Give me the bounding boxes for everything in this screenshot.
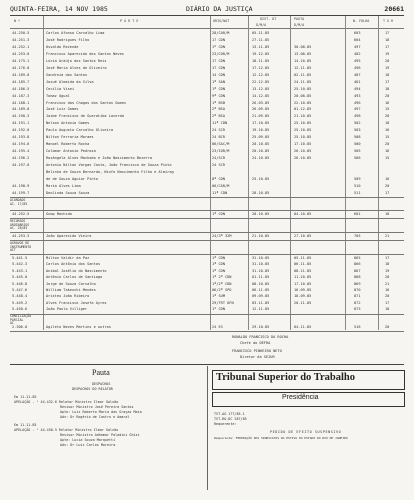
cell-parte: Antonio Nilton Vargas Costa, João Francisco de Souza Pinto xyxy=(46,163,172,168)
cell-orig: 24 ES xyxy=(212,325,223,329)
cell-parte: Agileto Neves Martins e outros xyxy=(46,325,111,329)
cell-num: 44.189-0 xyxy=(12,72,30,77)
cell-orig: 8ª CDN xyxy=(212,176,225,181)
cell-turma: 19 xyxy=(385,51,390,56)
cell-num: 44.189-0 xyxy=(12,107,30,112)
cell-turma: 15 xyxy=(385,156,390,161)
cell-turma: 16 xyxy=(385,128,390,133)
cell-num: 44.195-4 xyxy=(12,149,30,154)
tst-request-text: Requerente: FEDERAÇÃO DOS SINDICATOS DA ESTIVA DO ESTADO DO RIO DE JANEIRO xyxy=(214,436,348,440)
cell-parte: Josué Almeida da Silva xyxy=(46,79,94,84)
cell-turma: 18 xyxy=(385,212,390,216)
cell-turma: 20 xyxy=(385,294,390,299)
cell-folha: 493 xyxy=(354,93,361,98)
tst-title: Tribunal Superior do Trabalho xyxy=(216,372,355,383)
col-divider xyxy=(345,16,346,330)
cell-num: 5.449-2 xyxy=(12,300,28,305)
col-dist-sub: D/M/A xyxy=(256,23,267,27)
cell-turma: 20 xyxy=(385,142,390,147)
cell-parte: Colomar Antonio Pedrosa xyxy=(46,149,96,154)
row-group-rule xyxy=(10,218,404,219)
cell-folha: 516 xyxy=(354,325,361,329)
cell-folha: 482 xyxy=(354,51,361,56)
cell-folha: 497 xyxy=(354,107,361,112)
signature-name-1: RONALDO FRANCISCO DA ROCHA xyxy=(232,335,289,339)
header-date: QUINTA-FEIRA, 14 NOV 1985 xyxy=(10,5,108,13)
cell-folha: 506 xyxy=(354,156,361,161)
cell-turma: 18 xyxy=(385,72,390,77)
cell-orig: 2ª BSA xyxy=(212,107,225,112)
cell-folha: 868 xyxy=(354,275,361,280)
cell-parte: Lúcia Araújo dos Santos Reis xyxy=(46,58,107,63)
cell-num: 44.192-0 xyxy=(12,128,30,133)
cell-parte: Maria Alves Lima xyxy=(46,183,81,188)
cell-dist: 18-11-85 xyxy=(252,58,270,63)
cell-folha: 869 xyxy=(354,281,361,286)
row-group-rule xyxy=(10,240,404,241)
pauta-entry-2c: Apte: Lucia Souza Marquetti xyxy=(60,438,116,442)
cell-turma: 17 xyxy=(385,190,390,195)
cell-pauta: 26-10-85 xyxy=(294,149,312,154)
pauta-entry-1b: Revisor Ministro José Pereira Santos xyxy=(60,405,134,409)
pauta-title: Pauta xyxy=(92,368,110,377)
cell-folha: 510 xyxy=(354,183,361,188)
tst-proc-1: TST-AG 177/85.1 xyxy=(214,412,245,416)
cell-turma: 15 xyxy=(385,135,390,140)
cell-orig: 11ª CDN xyxy=(212,190,228,195)
signature-title-1: Chefe do DEFRA xyxy=(240,341,271,345)
cell-folha: 505 xyxy=(354,149,361,154)
cell-parte: Osvaldo Rezende xyxy=(46,44,79,49)
cell-turma: 20 xyxy=(385,58,390,63)
cell-parte: Francisco das Chagas dos Santos Gomes xyxy=(46,100,127,105)
cell-pauta: 18-09-85 xyxy=(294,294,312,299)
col-divider xyxy=(248,16,249,330)
cell-pauta: 01-12-85 xyxy=(294,107,312,112)
tst-proc-3: Requerente: xyxy=(214,422,237,426)
cell-pauta: 02-11-85 xyxy=(294,72,312,77)
cell-parte: Antônio Carlos de Santiago xyxy=(46,275,103,280)
cell-orig: 1ª CDN xyxy=(212,256,225,260)
cell-folha: 487 xyxy=(354,72,361,77)
cell-turma: 18 xyxy=(385,37,390,42)
cell-dist: 06-11-85 xyxy=(252,288,270,292)
cell-pauta: 26-10-85 xyxy=(294,156,312,161)
cell-turma: 17 xyxy=(385,256,390,260)
pauta-date-1: Em 11-11-85 xyxy=(14,395,37,399)
cell-num: 5.445-0 xyxy=(12,275,28,280)
section-label: ACÓRDÃOS xyxy=(10,198,26,202)
cell-dist: 22-12-85 xyxy=(252,79,270,84)
cell-folha: 461 xyxy=(354,79,361,84)
cell-folha: 495 xyxy=(354,58,361,63)
cell-num: 44.252-5 xyxy=(12,212,30,216)
cell-dist: 08-10-85 xyxy=(252,281,270,286)
cell-folha: 496 xyxy=(354,65,361,70)
cell-dist: 31-10-85 xyxy=(252,256,270,260)
cell-orig: 17 CDN xyxy=(212,58,225,63)
cell-dist: 12-12-85 xyxy=(252,72,270,77)
cell-pauta: 12-11-85 xyxy=(294,65,312,70)
cell-orig: 1ª 2ª CDN xyxy=(212,275,232,280)
cell-pauta: 25-10-85 xyxy=(294,128,312,133)
cell-parte: Aristeu João Ribeiro xyxy=(46,294,90,299)
signature-name-2: FRANCISCO PINHEIRO NETO xyxy=(232,349,282,353)
cell-turma: 20 xyxy=(385,183,390,188)
cell-num: 44.176-0 xyxy=(12,65,30,70)
cell-orig: 1ª CDN xyxy=(212,268,225,273)
cell-dist: 29-10-85 xyxy=(252,325,270,329)
cell-parte: Carlos Antônio dos Santos xyxy=(46,262,101,267)
cell-dist: 17-12-85 xyxy=(252,65,270,70)
cell-orig: 23/COR/M xyxy=(212,51,230,56)
cell-pauta: 20-08-85 xyxy=(294,93,312,98)
cell-orig: 17 CDN xyxy=(212,37,225,42)
section-label: AC. 17/85 xyxy=(10,201,28,206)
cell-parte: de de Souza Aguiar Pinto xyxy=(46,176,98,181)
cell-orig: 1ª SUM xyxy=(212,294,225,299)
cell-pauta: 30-08-85 xyxy=(294,44,312,49)
cell-orig: 23/IOR/M xyxy=(212,149,230,154)
cell-turma: 15 xyxy=(385,107,390,112)
panel-divider xyxy=(207,366,208,490)
cell-folha: 500 xyxy=(354,142,361,147)
col-dist: DIST. DT xyxy=(260,17,277,21)
cell-parte: Milton Valdir da Paz xyxy=(46,256,90,260)
cell-num: 44.250-5 xyxy=(12,31,30,35)
cell-parte: Deolinda Souza Souza xyxy=(46,190,90,195)
cell-parte: João Paulo Villiger xyxy=(46,307,88,312)
section-label: AGRAVOS DE xyxy=(10,241,30,245)
cell-turma: 18 xyxy=(385,86,390,91)
cell-folha: 865 xyxy=(354,256,361,260)
col-folha: N. FOLHA xyxy=(353,19,370,23)
cell-orig: 24/SCR xyxy=(212,156,225,161)
cell-parte: Tomaz Ugual xyxy=(46,93,70,98)
cell-pauta: 11-10-85 xyxy=(294,275,312,280)
cell-folha: 494 xyxy=(354,86,361,91)
cell-turma: 19 xyxy=(385,268,390,273)
section-label: INSTRUMENTO xyxy=(10,244,32,249)
cell-pauta: 24-11-85 xyxy=(294,79,312,84)
cell-folha: 866 xyxy=(354,262,361,267)
cell-num: 44.175-1 xyxy=(12,58,30,63)
cell-turma: 21 xyxy=(385,281,390,286)
col-divider xyxy=(43,16,44,330)
cell-orig: 1ª CDN xyxy=(212,262,225,267)
cell-pauta: 20-11-85 xyxy=(294,300,312,305)
cell-folha: 603 xyxy=(354,31,361,35)
cell-dist: 25-09-85 xyxy=(252,135,270,140)
cell-orig: 1ª/2ª CDN xyxy=(212,281,232,286)
cell-parte: William Takeuchi Mendes xyxy=(46,288,96,292)
cell-orig: 1ª SAN xyxy=(212,79,225,84)
cell-pauta: 21-10-85 xyxy=(294,114,312,119)
section-label: AC. 28/85 xyxy=(10,226,28,231)
cell-parte: Rosângela Alves Machado e João Nascimento Bezerra xyxy=(46,156,153,161)
cell-folha: 705 xyxy=(354,234,361,238)
col-divider xyxy=(290,16,291,330)
cell-orig: 06/2ª SPO xyxy=(212,288,232,292)
cell-num: 5.443-1 xyxy=(12,268,28,273)
cell-num: 44.193-8 xyxy=(12,135,30,140)
cell-pauta: 25-10-85 xyxy=(294,135,312,140)
cell-parte: José Luiz Gomes xyxy=(46,107,79,112)
cell-orig: 24 SCR xyxy=(212,128,225,133)
cell-pauta: 05-11-85 xyxy=(294,256,312,260)
section-rule xyxy=(10,364,404,365)
cell-orig: 06/SAC/M xyxy=(212,142,230,147)
cell-orig: 1ª CDN xyxy=(212,212,225,216)
col-num: N º xyxy=(14,19,21,23)
cell-dist: 31-10-85 xyxy=(252,262,270,267)
cell-parte: Cecília Visei xyxy=(46,86,75,91)
cell-orig: 17 CDN xyxy=(212,65,225,70)
cell-turma: 17 xyxy=(385,31,390,35)
cell-parte: Jorge de Souza Carvalho xyxy=(46,281,96,286)
pauta-entry-1d: Adv: Dr Rogério de Castro e Amaral xyxy=(60,415,130,419)
cell-orig: 1º CDN xyxy=(212,44,225,49)
cell-dist: 28-10-85 xyxy=(252,212,270,216)
cell-folha: 871 xyxy=(354,294,361,299)
cell-num: 44.191-1 xyxy=(12,121,30,126)
cell-num: 44.253-0 xyxy=(12,51,30,56)
cell-parte: Anibal Josélio do Nascimento xyxy=(46,268,107,273)
cell-dist: 26-09-85 xyxy=(252,107,270,112)
pauta-subtitle-1: DESPACHOS xyxy=(92,382,111,386)
cell-pauta: 22-10-85 xyxy=(294,100,312,105)
pauta-entry-2a: APELAÇÃO - ¹ 44.450-5 Relator Ministro Ilmar Galvão xyxy=(14,428,119,432)
cell-parte: João Aparecido Vieira xyxy=(46,234,92,238)
cell-num: 44.187-3 xyxy=(12,93,30,98)
cell-orig: 1ª CDN xyxy=(212,86,225,91)
cell-parte: Manoel Roberto Rocha xyxy=(46,142,90,147)
cell-dist: 21-09-85 xyxy=(252,114,270,119)
cell-folha: 498 xyxy=(354,114,361,119)
cell-parte: Alves Francisco Josefa Ayres xyxy=(46,300,107,305)
cell-orig: 11ª CDN xyxy=(212,121,228,126)
cell-folha: 503 xyxy=(354,128,361,133)
cell-folha: 870 xyxy=(354,288,361,292)
cell-pauta: 06-11-85 xyxy=(294,262,312,267)
section-label: AC xyxy=(10,321,14,326)
section-label: RECURSOS xyxy=(10,219,26,223)
cell-turma: 16 xyxy=(385,149,390,154)
cell-parte: Nilton Ferraria Moraes xyxy=(46,135,94,140)
cell-folha: 604 xyxy=(354,37,361,42)
signature-title-2: Diretor da SEJUR xyxy=(240,355,275,359)
cell-num: 5.448-4 xyxy=(12,294,28,299)
col-divider xyxy=(210,16,211,330)
cell-parte: Paulo Augusto Carvalho Oliveira xyxy=(46,128,114,133)
cell-num: 2.306-0 xyxy=(12,325,28,329)
cell-orig: 28/CAR/M xyxy=(212,31,230,35)
cell-num: 44.186-5 xyxy=(12,86,30,91)
cell-turma: 16 xyxy=(385,176,390,181)
cell-dist: 17-10-85 xyxy=(252,121,270,126)
cell-num: 5.446-8 xyxy=(12,281,28,286)
cell-turma: 20 xyxy=(385,325,390,329)
cell-parte: Gump Machido xyxy=(46,212,72,216)
cell-folha: 502 xyxy=(354,121,361,126)
header-page-number: 20661 xyxy=(384,5,404,13)
cell-turma: 21 xyxy=(385,234,390,238)
cell-orig: 9ª CDN xyxy=(212,93,225,98)
cell-num: 44.252-1 xyxy=(12,44,30,49)
cell-dist: 31-10-85 xyxy=(252,268,270,273)
cell-orig: 2ª BSA xyxy=(212,114,225,119)
cell-folha: 867 xyxy=(354,268,361,273)
cell-dist: 14-12-85 xyxy=(252,93,270,98)
cell-num: 44.196-2 xyxy=(12,156,30,161)
col-parte: P A R T E xyxy=(120,19,139,23)
col-pauta: PAUTA xyxy=(294,17,305,21)
cell-turma: 17 xyxy=(385,44,390,49)
cell-num: 44.197-0 xyxy=(12,163,30,168)
cell-turma: 17 xyxy=(385,79,390,84)
cell-num: 5.442-3 xyxy=(12,262,28,267)
cell-num: 44.199-7 xyxy=(12,190,30,195)
cell-orig: 1ª BSB xyxy=(212,100,225,105)
cell-orig: 1º CDN xyxy=(212,307,225,312)
cell-num: 44.188-1 xyxy=(12,100,30,105)
section-label: AIT xyxy=(10,248,16,253)
cell-dist: 12-11-85 xyxy=(252,307,270,312)
cell-turma: 16 xyxy=(385,100,390,105)
section-label: CONCILIAÇÃO xyxy=(10,314,32,318)
cell-dist: 19-12-85 xyxy=(252,51,270,56)
cell-turma: 17 xyxy=(385,300,390,305)
cell-pauta: 17-10-85 xyxy=(294,142,312,147)
col-pauta-sub: D/M/A xyxy=(294,23,305,27)
col-turma: T U R xyxy=(383,19,394,23)
pauta-entry-1a: APELAÇÃO - ¹ 44.432-6 Relator Ministro Ilmar Galvão xyxy=(14,400,119,404)
pauta-subtitle-2: DESPACHOS DO RELATOR xyxy=(72,387,113,391)
cell-dist: 27-11-85 xyxy=(252,37,270,42)
cell-dist: 13-11-85 xyxy=(252,44,270,49)
tst-request-title: PEDIDO DE EFEITO SUSPENSIVO xyxy=(270,430,342,434)
cell-num: 44.251-3 xyxy=(12,37,30,42)
cell-folha: 509 xyxy=(354,176,361,181)
cell-folha: 873 xyxy=(354,307,361,312)
section-label: ORDINÁRIOS xyxy=(10,222,30,227)
cell-pauta: 27-10-85 xyxy=(294,234,312,238)
cell-orig: 29/TRT OFN xyxy=(212,300,234,305)
cell-pauta: 25-10-85 xyxy=(294,86,312,91)
cell-dist: 26-03-85 xyxy=(252,100,270,105)
cell-dist: 21-10-85 xyxy=(252,234,270,238)
col-orig: ORIG/NAT xyxy=(213,19,230,23)
cell-num: 44.198-9 xyxy=(12,183,30,188)
cell-pauta: 17-10-85 xyxy=(294,281,312,286)
cell-parte: José Maria Alves de Oliveira xyxy=(46,65,107,70)
cell-dist: 01-11-85 xyxy=(252,275,270,280)
cell-pauta: 08-11-85 xyxy=(294,268,312,273)
cell-pauta: 13-08-85 xyxy=(294,51,312,56)
cell-turma: 18 xyxy=(385,121,390,126)
cell-pauta: 14-10-85 xyxy=(294,58,312,63)
cell-turma: 20 xyxy=(385,93,390,98)
cell-num: 44.253-3 xyxy=(12,234,30,238)
cell-folha: 497 xyxy=(354,44,361,49)
section-label: PARCIAL xyxy=(10,317,24,322)
cell-turma: 18 xyxy=(385,262,390,267)
cell-folha: 601 xyxy=(354,212,361,216)
cell-orig: 24 BCR xyxy=(212,135,225,140)
pauta-entry-2b: Revisor Ministro Adhemar Paladini Ghisi xyxy=(60,433,140,437)
cell-turma: 19 xyxy=(385,65,390,70)
cell-turma: 18 xyxy=(385,307,390,312)
cell-dist: 25-10-85 xyxy=(252,176,270,181)
cell-num: 5.441-5 xyxy=(12,256,28,260)
cell-pauta: 16-09-85 xyxy=(294,288,312,292)
presidencia-title: Presidência xyxy=(282,394,319,401)
cell-pauta: 04-10-85 xyxy=(294,212,312,216)
cell-turma: 16 xyxy=(385,288,390,292)
cell-dist: 05-11-85 xyxy=(252,31,270,35)
cell-num: 44.185-7 xyxy=(12,79,30,84)
row-group-rule xyxy=(10,197,404,198)
cell-pauta: 04-11-85 xyxy=(294,325,312,329)
cell-parte: Carlos Afonso Carvalho Lima xyxy=(46,31,105,35)
cell-dist: 24-10-85 xyxy=(252,156,270,161)
cell-folha: 508 xyxy=(354,135,361,140)
cell-dist: 20-10-85 xyxy=(252,142,270,147)
cell-parte: Belinha de Souza Bernardo, Ninfo Nascimento Filho e Almirag xyxy=(46,170,174,174)
pauta-entry-2d: Adv: Dr Luiz Carlos Moreira xyxy=(60,443,116,447)
cell-num: 44.194-6 xyxy=(12,142,30,147)
cell-dist: 20-10-85 xyxy=(252,149,270,154)
cell-turma: 20 xyxy=(385,114,390,119)
cell-orig: 24/3ª 32M xyxy=(212,234,232,238)
cell-dist: 09-09-85 xyxy=(252,294,270,299)
cell-num: 5.450-6 xyxy=(12,307,28,312)
cell-num: 5.447-6 xyxy=(12,288,28,292)
cell-folha: 511 xyxy=(354,190,361,195)
cell-parte: Sandreia dos Santos xyxy=(46,72,88,77)
cell-dist: 19-10-85 xyxy=(252,128,270,133)
cell-folha: 872 xyxy=(354,300,361,305)
cell-orig: 14 CDN xyxy=(212,72,225,77)
cell-parte: Jaime Francisco de Guaratiba Lacerda xyxy=(46,114,124,119)
cell-dist: 28-10-85 xyxy=(252,190,270,195)
page-header xyxy=(10,5,404,15)
cell-parte: Nelson Antonio Gomes xyxy=(46,121,90,126)
cell-parte: José Rodrigues Filho xyxy=(46,37,90,42)
cell-orig: 06/CAR/M xyxy=(212,183,230,188)
cell-folha: 496 xyxy=(354,100,361,105)
cell-parte: Francisco Aparecido dos Santos Neves xyxy=(46,51,124,56)
table-bottom-rule xyxy=(10,331,404,332)
cell-orig: 24 SCR xyxy=(212,163,225,168)
col-divider xyxy=(378,16,379,330)
header-publication: DIÁRIO DA JUSTIÇA xyxy=(186,5,253,13)
cell-pauta: 25-10-85 xyxy=(294,121,312,126)
cell-turma: 20 xyxy=(385,275,390,280)
cell-dist: 13-12-85 xyxy=(252,86,270,91)
tst-proc-2: TST-RO-DC 287/85 xyxy=(214,417,247,421)
pauta-date-2: Em 11-11-85 xyxy=(14,423,37,427)
pauta-entry-1c: Apte: Luiz Roberto Maria das Graças Maia xyxy=(60,410,142,414)
cell-dist: 03-11-85 xyxy=(252,300,270,305)
cell-num: 44.190-3 xyxy=(12,114,30,119)
row-group-rule xyxy=(10,314,404,315)
